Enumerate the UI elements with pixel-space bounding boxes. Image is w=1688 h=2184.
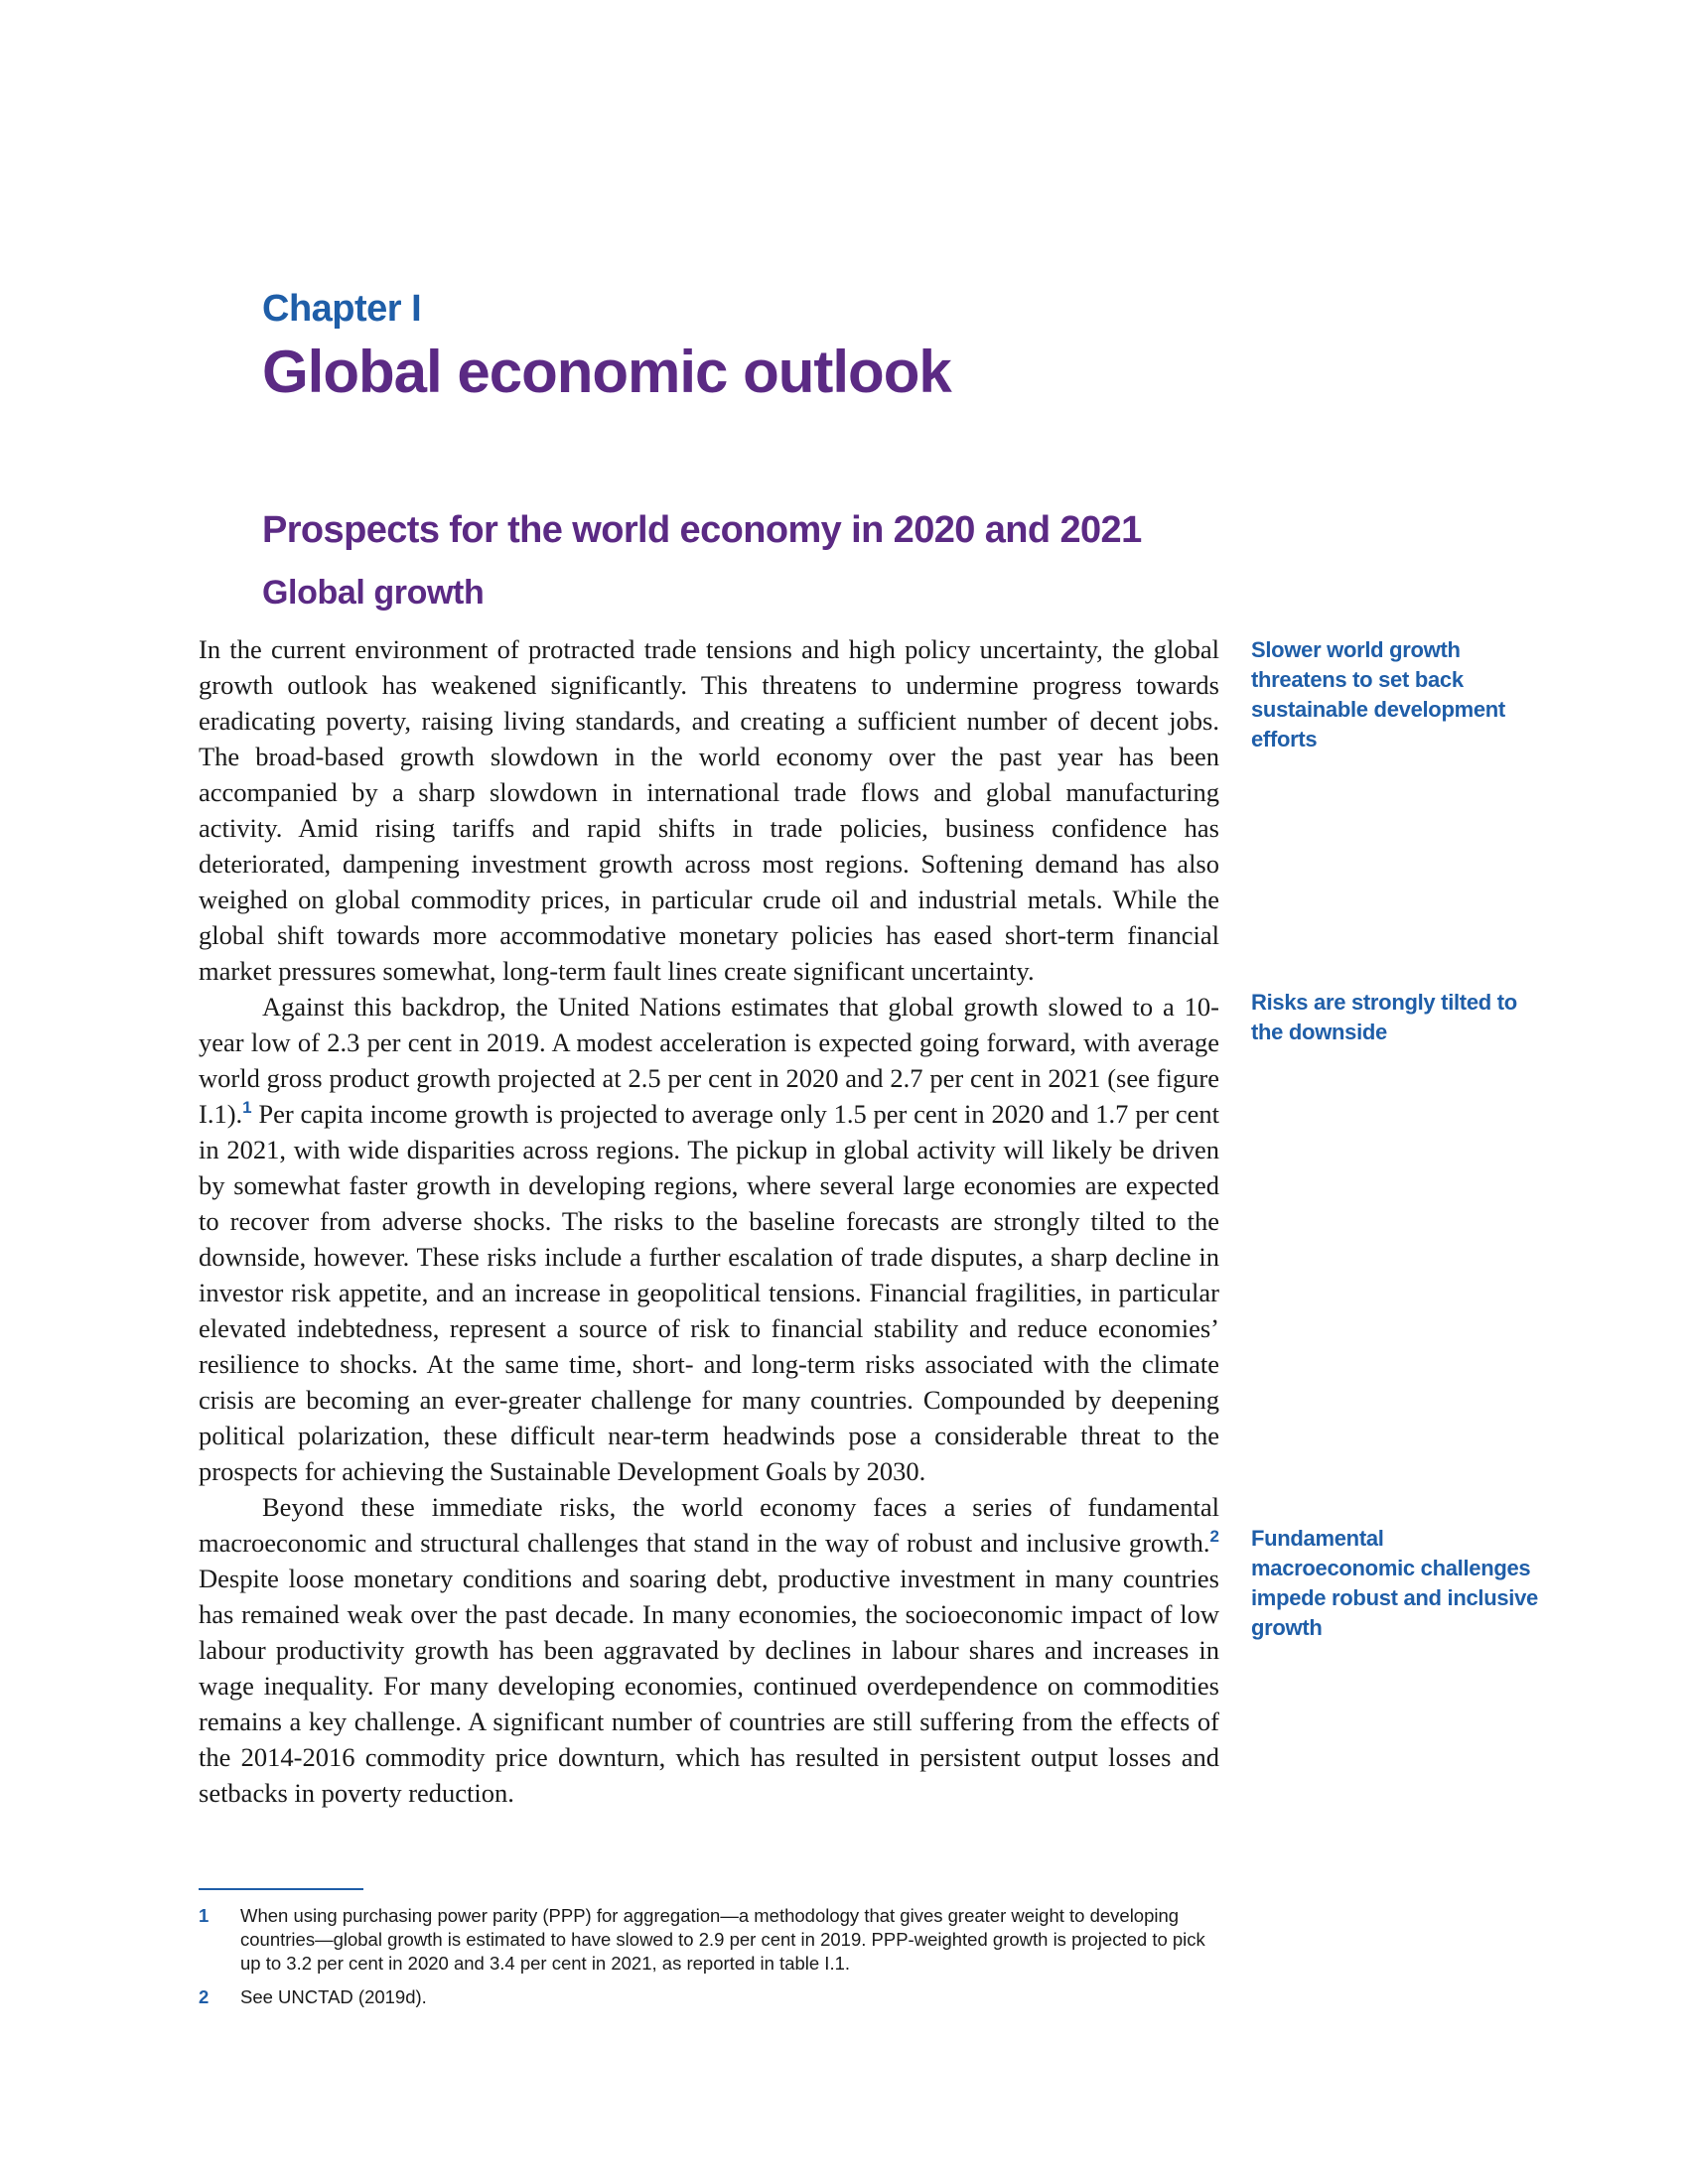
footnote-2 bbox=[199, 1985, 1221, 2009]
paragraph-3-text-a: Beyond these immediate risks, the world economy faces a series of fundamental macroeconomic and structural challenges that stand in the way of robust and inclusive growth. bbox=[199, 1492, 1219, 1558]
footnote-1 bbox=[199, 1904, 1221, 1976]
paragraph-2-text-a: Against this backdrop, the United Nations estimates that global growth slowed to a 10-year low of 2.3 per cent in 2019. A modest acceleration is expected going forward, with average world gross product growth projected at 2.5 per cent in 2020 and 2.7 per cent in 2021 (see figure I.1). bbox=[199, 992, 1219, 1129]
section-heading: Prospects for the world economy in 2020 and 2021 bbox=[262, 509, 1142, 551]
footnote-ref-2[interactable]: 2 bbox=[1209, 1527, 1219, 1547]
chapter-title: Global economic outlook bbox=[262, 339, 951, 405]
paragraph-1: In the current environment of protracted trade tensions and high policy uncertainty, the global growth outlook has weakened significantly. This threatens to undermine progress towards eradicating poverty, raising living standards, and creating a sufficient number of decent jobs. The broad-based growth slowdown in the world economy over the past year has been accompanied by a sharp slowdown in international trade flows and global manufacturing activity. Amid rising tariffs and rapid shifts in trade policies, business confidence has deteriorated, dampening investment growth across most regions. Softening demand has also weighed on global commodity prices, in particular crude oil and industrial metals. While the global shift towards more accommodative monetary policies has eased short-term financial market pressures somewhat, long-term fault lines create significant uncertainty. bbox=[199, 634, 1219, 986]
footnote-1-text: When using purchasing power parity (PPP) for aggregation—a methodology that gives greater weight to developing countries—global growth is estimated to have slowed to 2.9 per cent in 2019. PPP-weighted growth is projected to pick up to 3.2 per cent in 2020 and 3.4 per cent in 2021, as reported in table I.1. bbox=[240, 1905, 1205, 1974]
footnote-2-number: 2 bbox=[199, 1986, 210, 2007]
margin-note-1: Slower world growth threatens to set back sustainable development efforts bbox=[1251, 637, 1505, 751]
paragraph-2 bbox=[199, 989, 1219, 1489]
margin-note-3: Fundamental macroeconomic challenges impede robust and inclusive growth bbox=[1251, 1526, 1538, 1640]
footnote-divider bbox=[199, 1888, 363, 1890]
subsection-heading: Global growth bbox=[262, 574, 485, 612]
chapter-label: Chapter I bbox=[262, 288, 422, 330]
footnote-1-number: 1 bbox=[199, 1905, 210, 1926]
margin-note-2: Risks are strongly tilted to the downside bbox=[1251, 990, 1517, 1044]
footnote-2-text: See UNCTAD (2019d). bbox=[240, 1986, 427, 2007]
footnote-ref-1[interactable]: 1 bbox=[242, 1098, 252, 1118]
body-text bbox=[199, 631, 1219, 1811]
paragraph-3 bbox=[199, 1489, 1219, 1811]
paragraph-3-text-b: Despite loose monetary conditions and soaring debt, productive investment in many countries has remained weak over the past decade. In many economies, the socioeconomic impact of low labour productivity growth has been aggravated by declines in labour shares and increases in wage inequality. For many developing economies, continued overdependence on commodities remains a key challenge. A significant number of countries are still suffering from the effects of the 2014-2016 commodity price downturn, which has resulted in persistent output losses and setbacks in poverty reduction. bbox=[199, 1564, 1219, 1808]
paragraph-2-text-b: Per capita income growth is projected to average only 1.5 per cent in 2020 and 1.7 per cent in 2021, with wide disparities across regions. The pickup in global activity will likely be driven by somewhat faster growth in developing regions, where several large economies are expected to recover from adverse shocks. The risks to the baseline forecasts are strongly tilted to the downside, however. These risks include a further escalation of trade disputes, a sharp decline in investor risk appetite, and an increase in geopolitical tensions. Financial fragilities, in particular elevated indebtedness, represent a source of risk to financial stability and reduce economies’ resilience to shocks. At the same time, short- and long-term risks associated with the climate crisis are becoming an ever-greater challenge for many countries. Compounded by deepening political polarization, these difficult near-term headwinds pose a considerable threat to the prospects for achieving the Sustainable Development Goals by 2030. bbox=[199, 1099, 1219, 1486]
